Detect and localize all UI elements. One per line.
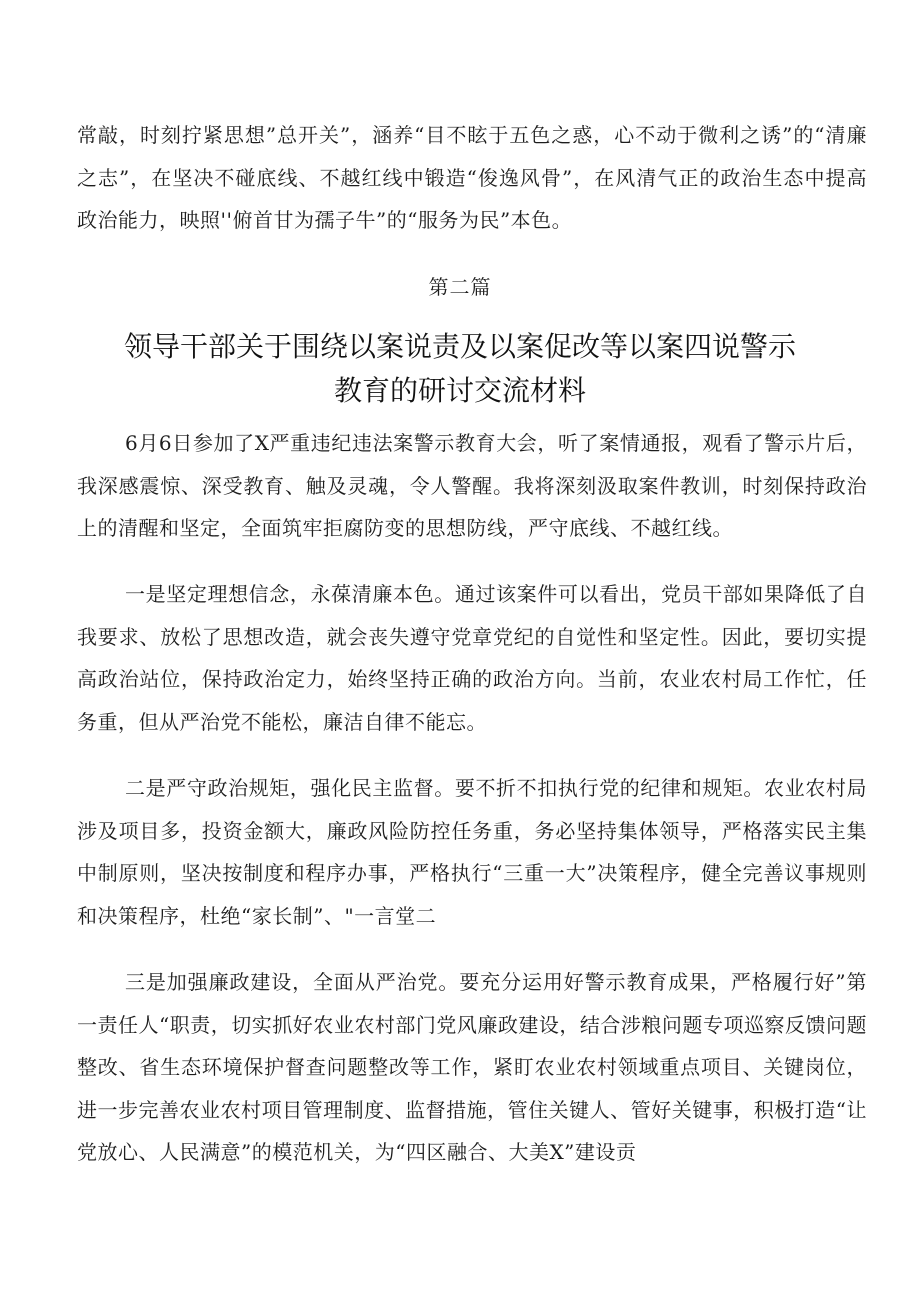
document-title: 领导干部关于围绕以案说责及以案促改等以案四说警示教育的研讨交流材料 [123,330,796,407]
body-paragraph-point-one: 一是坚定理想信念，永葆清廉本色。通过该案件可以看出，党员干部如果降低了自我要求、放松了思想改造，就会丧失遵守党章党纪的自觉性和坚定性。因此，要切实提高政治站位，保持政治定力，始终坚持正确的政治方向。当前，农业农村局工作忙，任务重，但从严治党不能松，廉洁自律不能忘。 [77,582,867,734]
intro-paragraph: 常敲，时刻拧紧思想”总开关”，涵养“目不眩于五色之惑，心不动于微利之诱”的“清廉之志”，在坚决不碰底线、不越红线中锻造“俊逸风骨”，在风清气正的政治生态中提高政治能力，映照''俯首甘为孺子牛”的“服务为民”本色。 [77,123,867,233]
body-paragraph-point-three: 三是加强廉政建设，全面从严治党。要充分运用好警示教育成果，严格履行好”第一责任人“职责，切实抓好农业农村部门党风廉政建设，结合涉粮问题专项巡察反馈问题整改、省生态环境保护督查问题整改等工作，紧盯农业农村领域重点项目、关键岗位，进一步完善农业农村项目管理制度、监督措施，管住关键人、管好关键事，积极打造“让党放心、人民满意”的模范机关，为“四区融合、大美X”建设贡 [77,970,867,1165]
body-paragraph-point-two: 二是严守政治规矩，强化民主监督。要不折不扣执行党的纪律和规矩。农业农村局涉及项目多，投资金额大，廉政风险防控任务重，务必坚持集体领导，严格落实民主集中制原则，坚决按制度和程序办事，严格执行“三重一大”决策程序，健全完善议事规则和决策程序，杜绝“家长制”、"一言堂二 [77,776,867,928]
section-label: 第二篇 [428,275,492,299]
body-paragraph-intro: 6月6日参加了X严重违纪违法案警示教育大会，听了案情通报，观看了警示片后，我深感震惊、深受教育、触及灵魂，令人警醒。我将深刻汲取案件教训，时刻保持政治上的清醒和坚定，全面筑牢拒腐防变的思想防线，严守底线、不越红线。 [77,431,867,541]
